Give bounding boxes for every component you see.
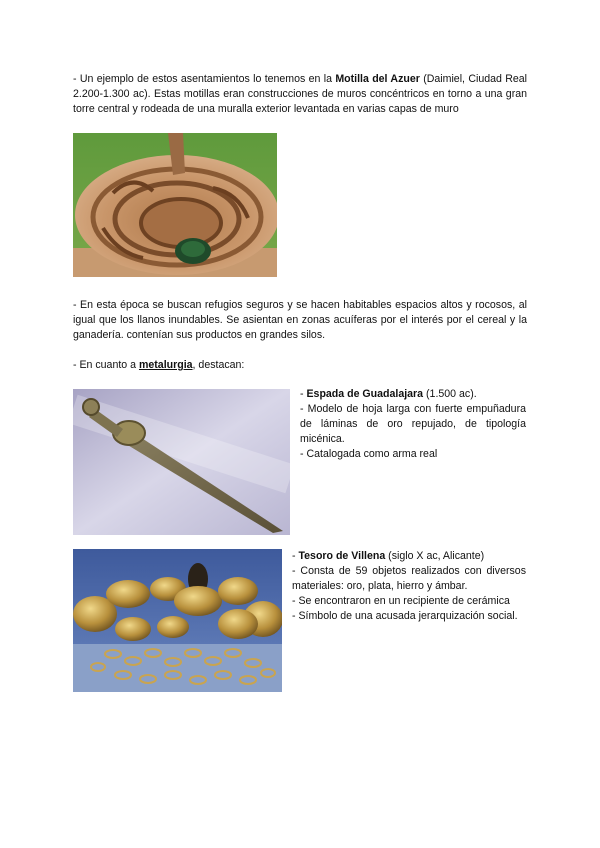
tesoro-line-2: - Se encontraron en un recipiente de cerámica: [292, 595, 510, 607]
espada-title: - Espada de Guadalajara (1.500 ac).: [300, 388, 477, 400]
espada-line-2: - Catalogada como arma real: [300, 448, 438, 460]
paragraph-refugios: - En esta época se buscan refugios seguros y se hacen habitables espacios altos y rocosos, al igual que los llanos inundables. Se asientan en zonas acuíferas por el interés por el cereal y la ganadería. contenían sus productos en grandes silos.: [73, 299, 527, 341]
tesoro-title: - Tesoro de Villena (siglo X ac, Alicante): [292, 550, 485, 562]
tesoro-line-1: - Consta de 59 objetos realizados con diversos materiales: oro, plata, hierro y ámbar.: [292, 565, 526, 592]
paragraph-metalurgia: [73, 358, 527, 373]
espada-line-1: - Modelo de hoja larga con fuerte empuñadura de láminas de oro repujado, de tipología micénica.: [300, 403, 526, 445]
motilla-photo: [73, 133, 277, 277]
espada-description: [300, 387, 526, 462]
tesoro-photo: [73, 549, 282, 692]
espada-photo: [73, 389, 290, 535]
intro-suffix: (Daimiel, Ciudad Real 2.200-1.300 ac). Estas motillas eran construcciones de muros concéntricos en torno a una gran torre central y rodeada de una muralla exterior levantada en varias capas de muro: [73, 73, 527, 115]
tesoro-description: [292, 549, 526, 624]
metalurgia-term: metalurgia: [138, 359, 193, 371]
paragraph-motilla: [73, 72, 527, 117]
metalurgia-suffix: , destacan:: [192, 359, 245, 371]
tesoro-name: Tesoro de Villena: [298, 550, 386, 562]
motilla-name: Motilla del Azuer: [335, 73, 420, 85]
espada-name: Espada de Guadalajara: [306, 388, 424, 400]
tesoro-line-3: - Símbolo de una acusada jerarquización social.: [292, 610, 518, 622]
intro-prefix: - Un ejemplo de estos asentamientos lo tenemos en la: [73, 73, 336, 85]
metalurgia-prefix: - En cuanto a: [73, 359, 139, 371]
